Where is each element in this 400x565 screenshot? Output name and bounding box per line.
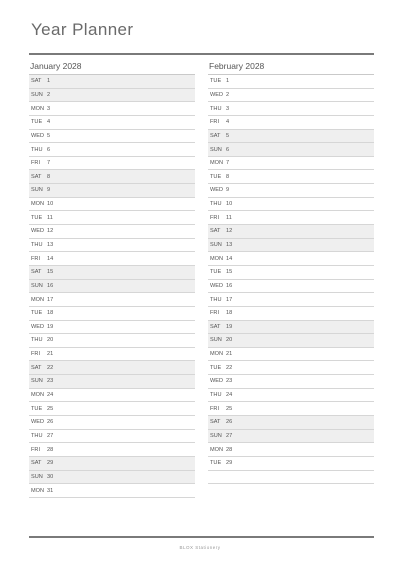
weekday-label: TUE	[210, 364, 222, 371]
day-row	[29, 348, 195, 362]
day-number: 19	[47, 323, 54, 330]
day-row	[29, 293, 195, 307]
weekday-label: SUN	[31, 91, 43, 98]
day-row	[29, 102, 195, 116]
day-number: 14	[226, 255, 233, 262]
day-number: 20	[226, 337, 233, 344]
weekday-label: SAT	[31, 269, 42, 276]
weekday-label: SUN	[31, 282, 43, 289]
weekday-label: SUN	[210, 432, 222, 439]
weekday-label: SAT	[31, 173, 42, 180]
day-row	[208, 252, 374, 266]
day-row	[29, 75, 195, 89]
day-number: 9	[226, 187, 230, 194]
weekday-label: THU	[210, 105, 222, 112]
day-number: 14	[47, 255, 54, 262]
day-number: 23	[226, 378, 233, 385]
day-number: 18	[226, 310, 233, 317]
month-title: February 2028	[209, 60, 265, 71]
day-row	[208, 348, 374, 362]
day-number: 4	[226, 119, 230, 126]
day-row	[208, 443, 374, 457]
weekday-label: FRI	[31, 446, 41, 453]
day-number: 16	[47, 282, 54, 289]
day-number: 13	[47, 242, 54, 248]
month-title: January 2028	[30, 60, 82, 71]
weekday-label: SAT	[210, 323, 221, 330]
weekday-label: SAT	[31, 460, 42, 467]
day-row	[208, 430, 374, 444]
weekday-label: MON	[31, 487, 45, 494]
day-number: 15	[47, 269, 54, 276]
weekday-label: MON	[31, 105, 45, 112]
day-number: 2	[47, 91, 51, 98]
day-number: 7	[226, 160, 230, 167]
day-row	[29, 252, 195, 266]
weekday-label: MON	[31, 201, 45, 208]
weekday-label: SUN	[210, 242, 222, 248]
day-row	[29, 430, 195, 444]
bottom-divider	[29, 536, 374, 538]
day-row	[208, 375, 374, 389]
weekday-label: WED	[31, 228, 45, 235]
day-number: 22	[226, 364, 233, 371]
weekday-label: WED	[210, 91, 224, 98]
weekday-label: SAT	[210, 132, 221, 139]
day-number: 8	[47, 173, 51, 180]
weekday-label: SUN	[31, 473, 43, 480]
day-row	[208, 416, 374, 430]
day-row	[208, 266, 374, 280]
day-number: 26	[226, 419, 233, 426]
weekday-label: FRI	[210, 214, 220, 221]
weekday-label: FRI	[31, 351, 41, 358]
day-row	[29, 484, 195, 498]
day-list	[29, 75, 195, 498]
weekday-label: FRI	[31, 160, 41, 167]
day-row	[29, 402, 195, 416]
day-row	[29, 130, 195, 144]
day-number: 16	[226, 282, 233, 289]
day-row	[208, 293, 374, 307]
day-number: 5	[226, 132, 230, 139]
day-row	[208, 184, 374, 198]
footer-brand: BLOX Stationery	[179, 545, 221, 550]
day-row	[29, 416, 195, 430]
day-number: 25	[226, 405, 233, 412]
day-list	[208, 75, 374, 484]
day-row	[208, 457, 374, 471]
day-row	[29, 321, 195, 335]
day-number: 7	[47, 160, 51, 167]
day-row	[208, 361, 374, 375]
weekday-label: WED	[31, 323, 45, 330]
day-number: 12	[226, 228, 233, 235]
day-row	[29, 157, 195, 171]
day-row	[29, 457, 195, 471]
day-number: 24	[47, 392, 54, 399]
day-row	[208, 471, 374, 485]
weekday-label: MON	[31, 296, 45, 303]
weekday-label: MON	[210, 160, 224, 167]
day-row	[29, 471, 195, 485]
weekday-label: WED	[31, 132, 45, 139]
day-number: 11	[226, 214, 232, 221]
day-row	[29, 184, 195, 198]
day-number: 21	[226, 351, 233, 358]
weekday-label: TUE	[31, 119, 43, 126]
weekday-label: SAT	[210, 419, 221, 426]
weekday-label: WED	[210, 282, 224, 289]
weekday-label: TUE	[210, 78, 222, 85]
page-title: Year Planner	[31, 20, 134, 39]
day-row	[208, 143, 374, 157]
day-number: 1	[47, 78, 51, 85]
day-number: 24	[226, 392, 233, 399]
month-column-february	[208, 55, 374, 484]
day-number: 20	[47, 337, 54, 344]
weekday-label: MON	[210, 255, 224, 262]
day-row	[208, 389, 374, 403]
day-number: 31	[47, 487, 54, 494]
day-number: 12	[47, 228, 54, 235]
day-row	[29, 389, 195, 403]
weekday-label: THU	[210, 201, 222, 208]
day-number: 10	[226, 201, 233, 208]
weekday-label: FRI	[210, 405, 220, 412]
day-row	[208, 280, 374, 294]
day-row	[208, 75, 374, 89]
day-row	[29, 211, 195, 225]
day-number: 11	[47, 214, 53, 221]
day-row	[208, 211, 374, 225]
day-row	[29, 198, 195, 212]
weekday-label: TUE	[31, 405, 43, 412]
day-number: 15	[226, 269, 233, 276]
day-number: 8	[226, 173, 230, 180]
weekday-label: MON	[31, 392, 45, 399]
weekday-label: WED	[210, 187, 224, 194]
day-number: 18	[47, 310, 54, 317]
day-number: 9	[47, 187, 51, 194]
day-number: 28	[226, 446, 233, 453]
day-row	[208, 102, 374, 116]
weekday-label: MON	[210, 351, 224, 358]
day-row	[208, 116, 374, 130]
day-number: 25	[47, 405, 54, 412]
day-row	[208, 198, 374, 212]
day-row	[29, 280, 195, 294]
weekday-label: TUE	[31, 310, 43, 317]
day-row	[208, 130, 374, 144]
weekday-label: THU	[31, 337, 43, 344]
day-number: 17	[226, 296, 233, 303]
day-number: 30	[47, 473, 54, 480]
weekday-label: TUE	[210, 460, 222, 467]
day-number: 27	[226, 432, 233, 439]
day-row	[208, 402, 374, 416]
weekday-label: THU	[31, 146, 43, 153]
day-number: 3	[226, 105, 230, 112]
day-row	[29, 116, 195, 130]
day-number: 29	[47, 460, 54, 467]
day-number: 28	[47, 446, 54, 453]
weekday-label: TUE	[210, 269, 222, 276]
day-row	[208, 307, 374, 321]
day-row	[29, 225, 195, 239]
weekday-label: SUN	[31, 378, 43, 385]
weekday-label: SUN	[210, 337, 222, 344]
day-row	[29, 239, 195, 253]
day-number: 4	[47, 119, 51, 126]
day-number: 6	[226, 146, 230, 153]
day-number: 13	[226, 242, 233, 248]
day-number: 19	[226, 323, 233, 330]
day-number: 22	[47, 364, 54, 371]
day-row	[208, 170, 374, 184]
weekday-label: SAT	[210, 228, 221, 235]
day-row	[208, 89, 374, 103]
day-number: 29	[226, 460, 233, 467]
weekday-label: THU	[31, 432, 43, 439]
day-row	[29, 89, 195, 103]
weekday-label: WED	[31, 419, 45, 426]
day-number: 6	[47, 146, 51, 153]
weekday-label: TUE	[31, 214, 43, 221]
day-number: 27	[47, 432, 54, 439]
day-row	[29, 307, 195, 321]
weekday-label: SUN	[31, 187, 43, 194]
day-row	[29, 170, 195, 184]
weekday-label: SAT	[31, 364, 42, 371]
day-number: 3	[47, 105, 51, 112]
day-number: 17	[47, 296, 54, 303]
weekday-label: FRI	[31, 255, 41, 262]
day-number: 26	[47, 419, 54, 426]
day-row	[29, 334, 195, 348]
weekday-label: TUE	[210, 173, 222, 180]
weekday-label: THU	[210, 392, 222, 399]
month-column-january	[29, 55, 195, 498]
day-row	[208, 157, 374, 171]
weekday-label: FRI	[210, 310, 220, 317]
day-number: 21	[47, 351, 54, 358]
weekday-label: THU	[210, 296, 222, 303]
day-row	[208, 321, 374, 335]
day-row	[29, 375, 195, 389]
weekday-label: MON	[210, 446, 224, 453]
day-row	[29, 443, 195, 457]
weekday-label: THU	[31, 242, 43, 248]
weekday-label: WED	[210, 378, 224, 385]
day-row	[29, 143, 195, 157]
day-number: 10	[47, 201, 54, 208]
day-number: 23	[47, 378, 54, 385]
day-row	[29, 361, 195, 375]
day-number: 1	[226, 78, 230, 85]
day-number: 5	[47, 132, 51, 139]
weekday-label: SAT	[31, 78, 42, 85]
day-row	[208, 334, 374, 348]
day-number: 2	[226, 91, 230, 98]
day-row	[208, 225, 374, 239]
weekday-label: SUN	[210, 146, 222, 153]
weekday-label: FRI	[210, 119, 220, 126]
day-row	[29, 266, 195, 280]
day-row	[208, 239, 374, 253]
